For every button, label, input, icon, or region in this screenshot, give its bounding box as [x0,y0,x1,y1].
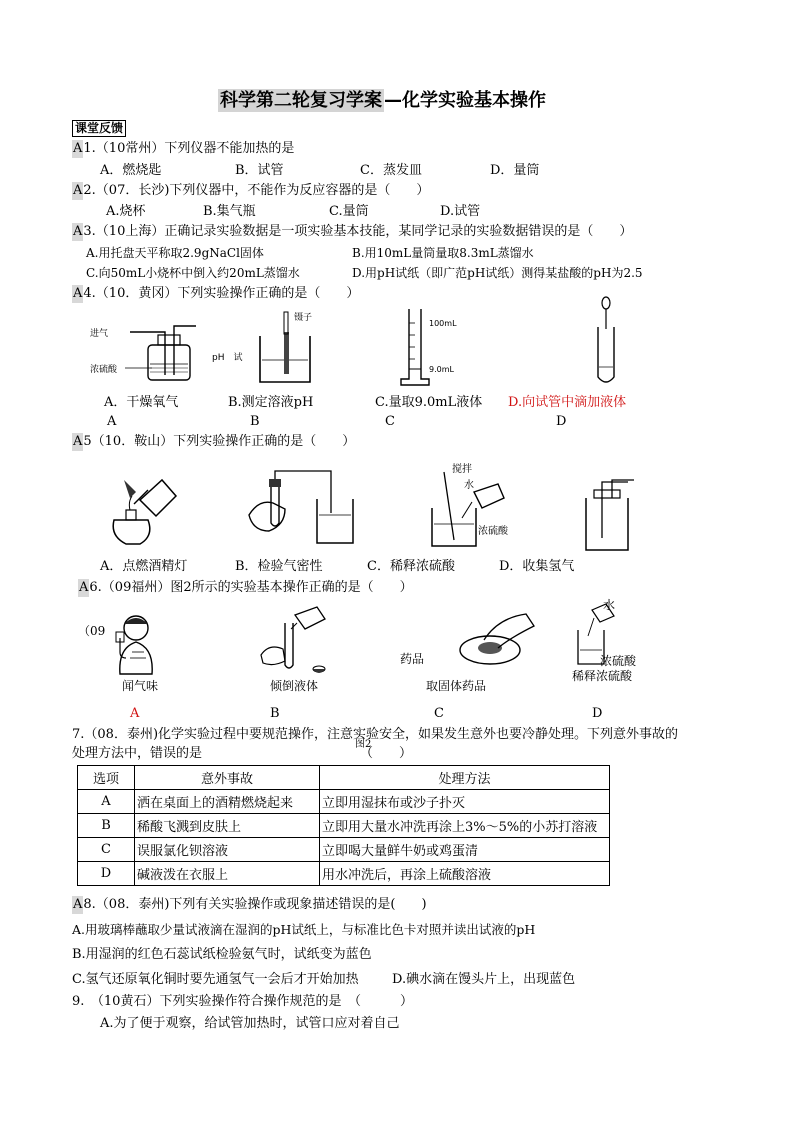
q3-option-c: C.向50mL小烧杯中倒入约20mL蒸馏水 [86,266,300,280]
table-cell: 立即用大量水冲洗再涂上3%～5%的小苏打溶液 [320,814,610,838]
q7-bracket: （ ） [360,746,413,761]
table-row [78,814,610,838]
q9-option-a: A.为了便于观察，给试管加热时，试管口应对着自己 [100,1016,400,1031]
q3-answer: A [73,224,83,239]
smell-gas-illustration [108,612,168,677]
take-solid-illustration [440,612,540,670]
q2-answer: A [73,183,83,198]
q3-option-a: A.用托盘天平称取2.9gNaCl固体 [86,246,264,260]
table-header-row [78,766,610,790]
q7-stem-line1: 7.（08．泰州)化学实验过程中要规范操作，注意实验安全，如果发生意外也要冷静处理。下列意外事故的 [72,727,679,742]
table-cell: C [78,838,135,862]
label-conc-acid-q6: 浓硫酸 [600,654,637,668]
gas-drying-bottle-illustration [90,320,200,385]
q6-letter-a: A [130,706,140,721]
graduated-cylinder-illustration [395,305,490,387]
q6-answer: A [79,580,89,595]
q4-letter-b: B [250,414,260,429]
q3-option-b: B.用10mL量筒量取8.3mL蒸馏水 [352,246,534,260]
airtightness-check-illustration [245,465,365,550]
q7-fig-note: 图2 [355,739,372,750]
q8-answer: A [73,897,83,912]
q1-answer: A [73,141,83,156]
q1-option-c: C．蒸发皿 [360,163,422,178]
label-pour: 倾倒液体 [270,679,319,693]
section-label: 课堂反馈 [72,120,126,137]
label-stir: 搅拌 [452,464,472,475]
table-cell: D [78,862,135,886]
table-header: 意外事故 [135,766,320,790]
pour-liquid-illustration [255,605,335,680]
q2-stem: A2.（07．长沙)下列仪器中，不能作为反应容器的是（ ） [73,183,430,198]
q6-side-note: （09 [78,624,106,638]
q5-option-d: D．收集氢气 [499,559,575,574]
table-cell: 稀酸飞溅到皮肤上 [135,814,320,838]
q5-option-b: B．检验气密性 [235,559,323,574]
q8-option-c: C.氢气还原氧化铜时要先通氢气一会后才开始加热 [72,972,359,987]
table-cell: 用水冲洗后，再涂上硫酸溶液 [320,862,610,886]
q6-letter-d: D [592,706,603,721]
table-row [78,790,610,814]
q4-option-d: D.向试管中滴加液体 [508,395,627,410]
q4-answer: A [73,286,83,301]
table-cell: 立即喝大量鲜牛奶或鸡蛋清 [320,838,610,862]
label-take-solid: 取固体药品 [426,679,487,693]
accident-table [77,765,610,886]
q4-option-c: C.量取9.0mL液体 [375,395,483,410]
q7-stem-line2: 处理方法中，错误的是 [72,746,203,761]
q2-option-c: C.量筒 [329,204,369,219]
q2-option-d: D.试管 [440,204,481,219]
q1-option-d: D．量筒 [490,163,540,178]
q6-stem: A6.（09福州）图2所示的实验基本操作正确的是（ ） [79,580,413,595]
q4-letter-c: C [385,414,395,429]
table-cell: 洒在桌面上的酒精燃烧起来 [135,790,320,814]
label-gas-in: 进气 [90,329,109,339]
q2-option-b: B.集气瓶 [203,204,256,219]
table-cell: 碱液泼在衣服上 [135,862,320,886]
table-row [78,838,610,862]
q4-letter-a: A [107,414,117,429]
q4-option-b: B.测定溶液pH [228,395,314,410]
alcohol-lamp-lighting-illustration [100,470,180,550]
label-9ml: 9.0mL [429,365,454,374]
label-smell: 闻气味 [122,679,159,693]
q5-option-c: C．稀释浓硫酸 [367,559,455,574]
table-cell: 立即用湿抹布或沙子扑灭 [320,790,610,814]
q4-stem: A4.（10．黄冈）下列实验操作正确的是（ ） [73,286,360,301]
label-conc-acid: 浓硫酸 [90,365,118,375]
q2-option-a: A.烧杯 [106,204,146,219]
table-cell: A [78,790,135,814]
q8-stem: A8.（08．泰州)下列有关实验操作或现象描述错误的是( ) [73,897,427,912]
label-100ml: 100mL [429,319,457,328]
table-row [78,862,610,886]
q3-option-d: D.用pH试纸（即广范pH试纸）测得某盐酸的pH为2.5 [352,266,643,280]
q4-option-a: A．干燥氧气 [104,395,179,410]
label-water-q6: 水 [603,598,616,612]
q4-letter-d: D [556,414,567,429]
q1-option-a: A．燃烧匙 [100,163,162,178]
table-cell: 误服氯化钡溶液 [135,838,320,862]
page-title [218,86,546,112]
ph-test-beaker-illustration [212,310,322,390]
dilute-acid-beaker-illustration [422,462,532,552]
title-highlighted: 科学第二轮复习学案 [220,90,382,111]
q3-stem: A3.（10上海）正确记录实验数据是一项实验基本技能，某同学记录的实验数据错误的是（ ） [73,224,633,239]
gas-collecting-bottle-illustration [578,478,638,553]
q8-option-a: A.用玻璃棒蘸取少量试液滴在湿润的pH试纸上，与标准比色卡对照并读出试液的pH [72,922,536,937]
q6-letter-c: C [434,706,444,721]
label-dilute: 稀释浓硫酸 [572,669,633,683]
q8-option-d: D.碘水滴在馒头片上，出现蓝色 [392,972,576,987]
q1-option-b: B．试管 [235,163,284,178]
table-cell: B [78,814,135,838]
q6-letter-b: B [270,706,280,721]
q1-stem: A1.（10常州）下列仪器不能加热的是 [73,141,295,156]
label-drug: 药品 [400,652,425,666]
q5-answer: A [73,434,83,449]
q8-option-b: B.用湿润的红色石蕊试纸检验氨气时，试纸变为蓝色 [72,947,372,962]
q9-stem: 9. （10黄石）下列实验操作符合操作规范的是 （ ） [72,994,413,1009]
label-conc-acid-q5: 浓硫酸 [478,526,508,537]
label-tweezers: 镊子 [294,313,313,323]
label-ph-paper: pH 试 [212,353,243,363]
table-header: 处理方法 [320,766,610,790]
table-header: 选项 [78,766,135,790]
dropper-test-tube-illustration [592,297,622,387]
title-rest: —化学实验基本操作 [384,90,546,111]
label-water: 水 [464,480,474,491]
q5-option-a: A．点燃酒精灯 [100,559,188,574]
q5-stem: A5（10．鞍山）下列实验操作正确的是（ ） [73,434,356,449]
